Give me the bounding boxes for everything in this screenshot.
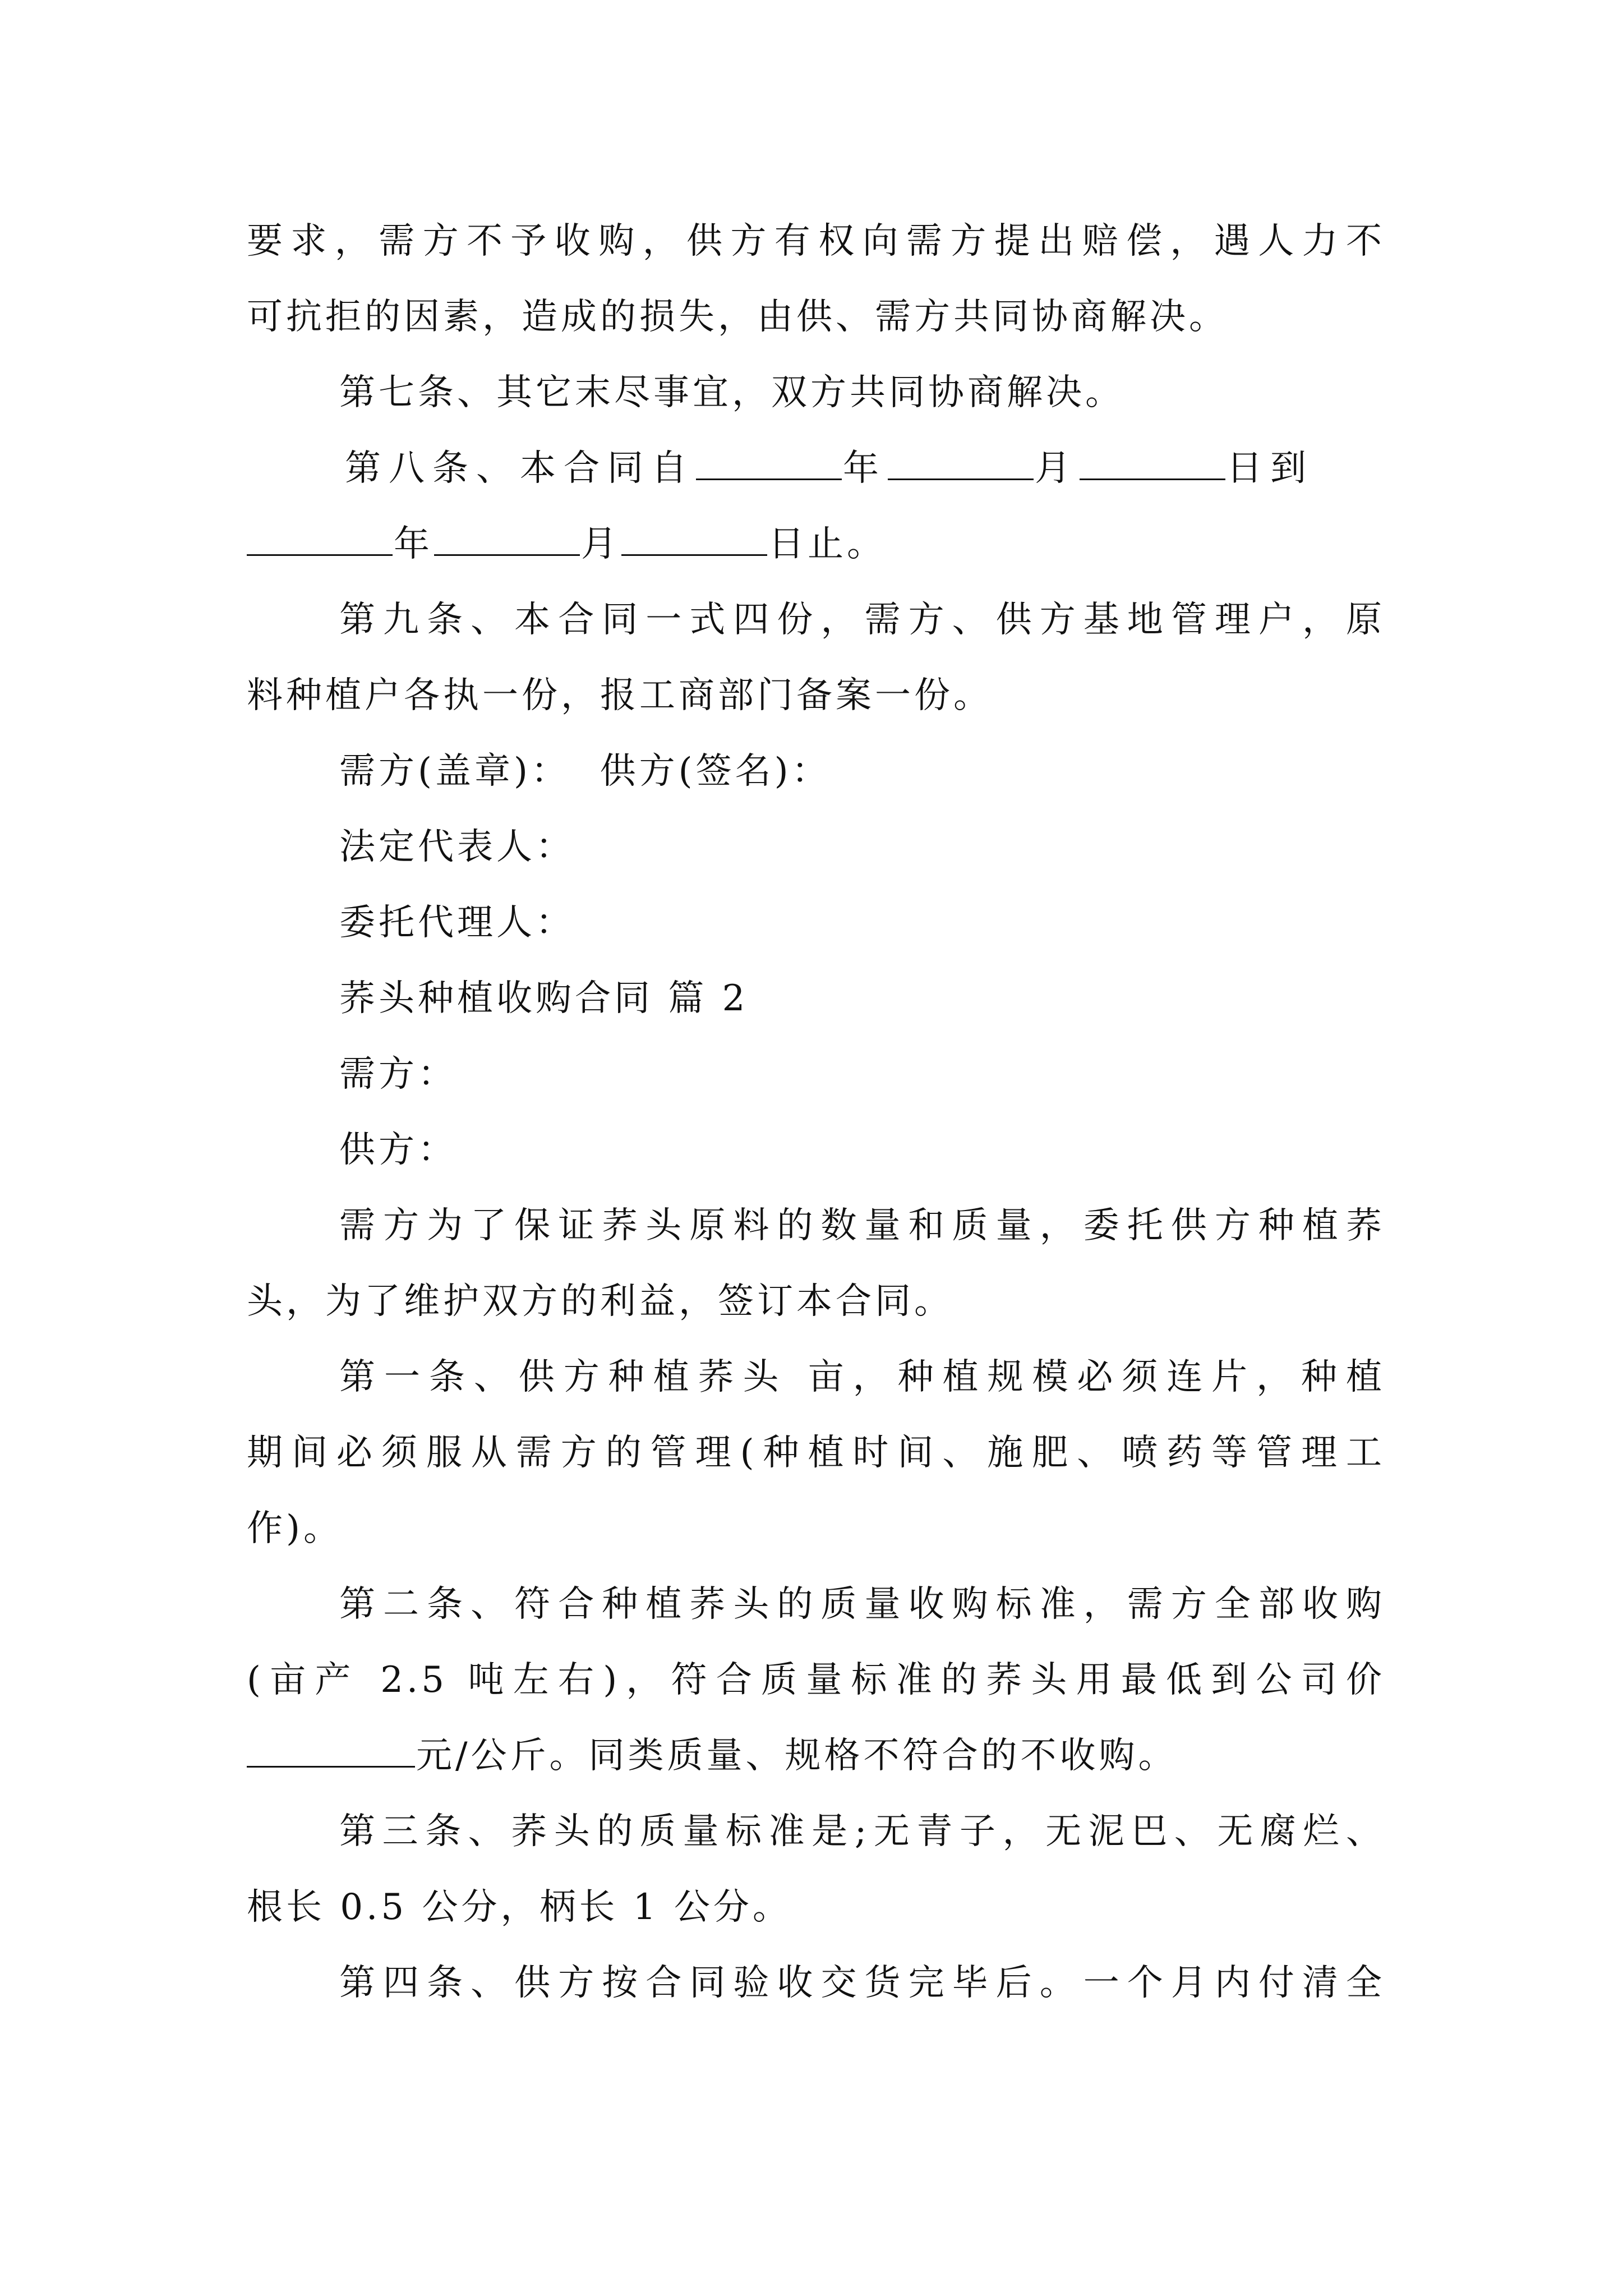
text-line: 料种植户各执一份，报工商部门备案一份。 bbox=[247, 675, 993, 716]
text-line: 第二条、符合种植荞头的质量收购标准，需方全部收购 bbox=[339, 1584, 1385, 1625]
text-segment: 日到 bbox=[1227, 448, 1314, 489]
text-line: 第七条、其它末尽事宜，双方共同协商解决。 bbox=[339, 372, 1124, 413]
blank-underline bbox=[434, 519, 580, 556]
article-8-line-2 bbox=[247, 519, 1385, 569]
text-line: 可抗拒的因素，造成的损失，由供、需方共同协商解决。 bbox=[247, 296, 1228, 338]
text-line: 需方为了保证荞头原料的数量和质量，委托供方种植荞 bbox=[339, 1205, 1385, 1246]
blank-underline bbox=[247, 519, 393, 556]
text-line: 期间必须服从需方的管理(种植时间、施肥、喷药等管理工 bbox=[247, 1432, 1385, 1474]
price-line bbox=[247, 1731, 1385, 1781]
article-8-line-1 bbox=[345, 443, 1391, 494]
text-segment: 第八条、本合同自 bbox=[345, 448, 695, 489]
authorized-agent: 委托代理人： bbox=[339, 902, 575, 944]
text-line: 要求，需方不予收购，供方有权向需方提出赔偿，遇人力不 bbox=[247, 220, 1385, 262]
blank-underline bbox=[247, 1731, 415, 1768]
text-line: 第四条、供方按合同验收交货完毕后。一个月内付清全 bbox=[339, 1962, 1385, 2004]
text-line: 头，为了维护双方的利益，签订本合同。 bbox=[247, 1281, 953, 1322]
blank-underline bbox=[888, 444, 1034, 480]
text-segment: 年 bbox=[394, 523, 433, 565]
supplier-field: 供方： bbox=[339, 1129, 457, 1171]
buyer-field: 需方： bbox=[339, 1053, 457, 1095]
blank-underline bbox=[1080, 444, 1225, 480]
blank-underline bbox=[696, 444, 842, 480]
text-line: (亩产 2.5 吨左右)，符合质量标准的荞头用最低到公司价 bbox=[247, 1659, 1385, 1701]
section-title: 荞头种植收购合同 篇 2 bbox=[339, 978, 749, 1019]
text-segment: 月 bbox=[581, 523, 620, 565]
text-line: 第九条、本合同一式四份，需方、供方基地管理户，原 bbox=[339, 599, 1385, 641]
text-segment: 日止。 bbox=[768, 523, 886, 565]
text-segment: 月 bbox=[1035, 448, 1078, 489]
blank-underline bbox=[621, 519, 767, 556]
text-segment: 年 bbox=[843, 448, 887, 489]
signature-parties: 需方(盖章)： 供方(签名)： bbox=[339, 751, 831, 792]
text-segment: 元/公斤。同类质量、规格不符合的不收购。 bbox=[416, 1735, 1178, 1777]
legal-representative: 法定代表人： bbox=[339, 826, 575, 868]
text-line: 作)。 bbox=[247, 1508, 343, 1549]
text-line: 根长 0.5 公分，柄长 1 公分。 bbox=[247, 1887, 792, 1928]
text-line: 第一条、供方种植荞头 亩，种植规模必须连片，种植 bbox=[339, 1356, 1385, 1398]
text-line: 第三条、荞头的质量标准是;无青子，无泥巴、无腐烂、 bbox=[339, 1811, 1385, 1852]
